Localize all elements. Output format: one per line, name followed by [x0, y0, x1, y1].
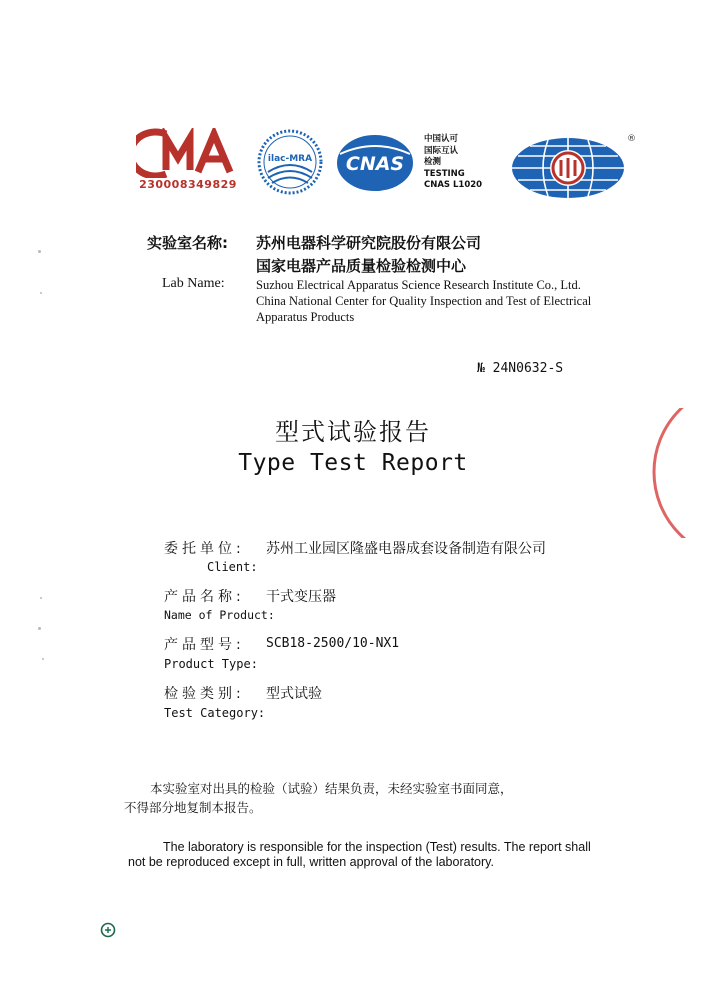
notice-cn-line-2: 不得部分地复制本报告。	[124, 800, 262, 815]
scan-speck	[42, 658, 44, 660]
lab-name-cn-line-1: 苏州电器科学研究院股份有限公司	[256, 234, 482, 252]
client-label-cn: 委托单位:	[164, 541, 245, 557]
cqc-globe-logo	[508, 130, 636, 200]
product-name-label-cn: 产品名称:	[164, 589, 245, 605]
product-type-value: SCB18-2500/10-NX1	[266, 636, 400, 651]
ilac-text: ilac-MRA	[267, 154, 313, 164]
cma-logo	[136, 128, 240, 194]
small-seal-mark	[100, 922, 116, 938]
test-category-label-en: Test Category:	[164, 706, 266, 720]
scan-speck	[40, 597, 42, 599]
lab-name-label-cn: 实验室名称:	[147, 234, 228, 252]
scan-speck	[40, 292, 42, 294]
report-number: № 24N0632-S	[477, 361, 564, 376]
lab-name-label-en: Lab Name:	[162, 276, 225, 291]
lab-name-en-line-3: Apparatus Products	[256, 310, 355, 324]
cnas-info-line: 中国认可	[424, 134, 459, 144]
cnas-logo	[334, 132, 416, 194]
notice-en-line-2: not be reproduced except in full, written approval of the laboratory.	[128, 855, 494, 869]
cnas-info-line: CNAS L1020	[424, 180, 483, 190]
product-type-label-en: Product Type:	[164, 657, 258, 671]
report-title-en: Type Test Report	[238, 450, 468, 476]
registered-mark: ®	[627, 134, 636, 144]
cnas-info-line: 检测	[424, 157, 442, 167]
product-type-label-cn: 产品型号:	[164, 637, 245, 653]
cnas-info-line: 国际互认	[424, 145, 459, 156]
client-value: 苏州工业园区隆盛电器成套设备制造有限公司	[266, 541, 546, 557]
red-seal-stamp	[646, 408, 706, 538]
ilac-mra-logo	[256, 128, 324, 196]
product-name-label-en: Name of Product:	[164, 608, 275, 622]
cnas-info-line: TESTING	[424, 168, 465, 179]
scan-speck	[38, 250, 41, 253]
cnas-accreditation-info	[424, 134, 504, 192]
test-category-value: 型式试验	[266, 686, 322, 702]
test-category-label-cn: 检验类别:	[164, 686, 245, 702]
notice-en-line-1: The laboratory is responsible for the inspection (Test) results. The report shall	[163, 840, 591, 854]
cnas-text: CNAS	[345, 153, 405, 175]
product-name-value: 干式变压器	[266, 589, 336, 605]
cma-letters-graphic	[136, 128, 240, 178]
lab-name-cn-line-2: 国家电器产品质量检验检测中心	[256, 257, 467, 275]
notice-cn-line-1: 本实验室对出具的检验（试验）结果负责，未经实验室书面同意，	[150, 781, 513, 796]
report-title-cn: 型式试验报告	[275, 418, 431, 446]
lab-name-en-line-2: China National Center for Quality Inspection and Test of Electrical	[256, 294, 592, 308]
lab-name-en-line-1: Suzhou Electrical Apparatus Science Research Institute Co., Ltd.	[256, 278, 581, 292]
scan-speck	[38, 627, 41, 630]
cma-number: 230008349829	[139, 178, 237, 191]
client-label-en: Client:	[207, 560, 258, 574]
